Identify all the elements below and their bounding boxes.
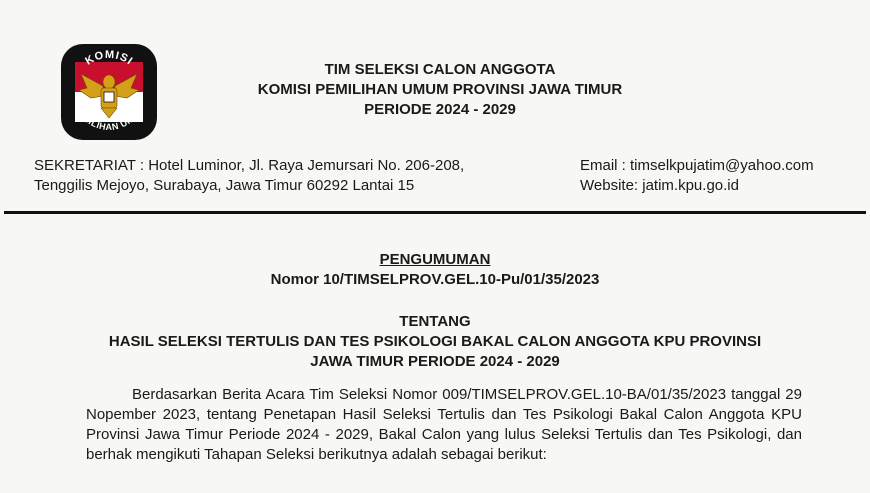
about-label: TENTANG	[399, 313, 471, 330]
address-line-2: Tenggilis Mejoyo, Surabaya, Jawa Timur 60292 Lantai 15	[34, 177, 415, 194]
header-line-1: TIM SELEKSI CALON ANGGOTA	[324, 61, 556, 78]
body-paragraph	[86, 385, 802, 465]
header-line-3: PERIODE 2024 - 2029	[364, 101, 516, 118]
announcement-heading	[0, 250, 870, 290]
secretariat-address	[34, 156, 464, 196]
email-line: Email : timselkpujatim@yahoo.com	[580, 157, 814, 174]
letterhead-divider	[4, 211, 866, 214]
contact-info	[580, 156, 814, 196]
subject-line-2: JAWA TIMUR PERIODE 2024 - 2029	[310, 353, 560, 370]
logo-top-text: KOMISI	[83, 48, 136, 68]
announcement-number: Nomor 10/TIMSELPROV.GEL.10-Pu/01/35/2023	[270, 271, 600, 288]
subject-line-1: HASIL SELEKSI TERTULIS DAN TES PSIKOLOGI BAKAL CALON ANGGOTA KPU PROVINSI	[108, 333, 762, 350]
letterhead-title	[180, 60, 700, 120]
announcement-subject	[0, 312, 870, 372]
address-line-1: SEKRETARIAT : Hotel Luminor, Jl. Raya Jemursari No. 206-208,	[34, 157, 465, 174]
announcement-title: PENGUMUMAN	[379, 251, 491, 268]
kpu-emblem-icon	[57, 40, 161, 144]
body-paragraph-text: Berdasarkan Berita Acara Tim Seleksi Nomor 009/TIMSELPROV.GEL.10-BA/01/35/2023 tanggal 29 Nopember 2023, tentang Penetapan Hasil Seleksi Tertulis dan Tes Psikologi Bakal Calon Anggota KPU Provinsi Jawa Timur Periode 2024 - 2029, Bakal Calon yang lulus Seleksi Tertulis dan Tes Psikologi, dan berhak mengikuti Tahapan Seleksi berikutnya adalah sebagai berikut:	[86, 386, 802, 463]
header-line-2: KOMISI PEMILIHAN UMUM PROVINSI JAWA TIMUR	[257, 81, 623, 98]
website-line: Website: jatim.kpu.go.id	[580, 177, 739, 194]
kpu-logo	[57, 40, 161, 144]
logo-bottom-text: PEMILIHAN UMUM	[73, 103, 145, 133]
